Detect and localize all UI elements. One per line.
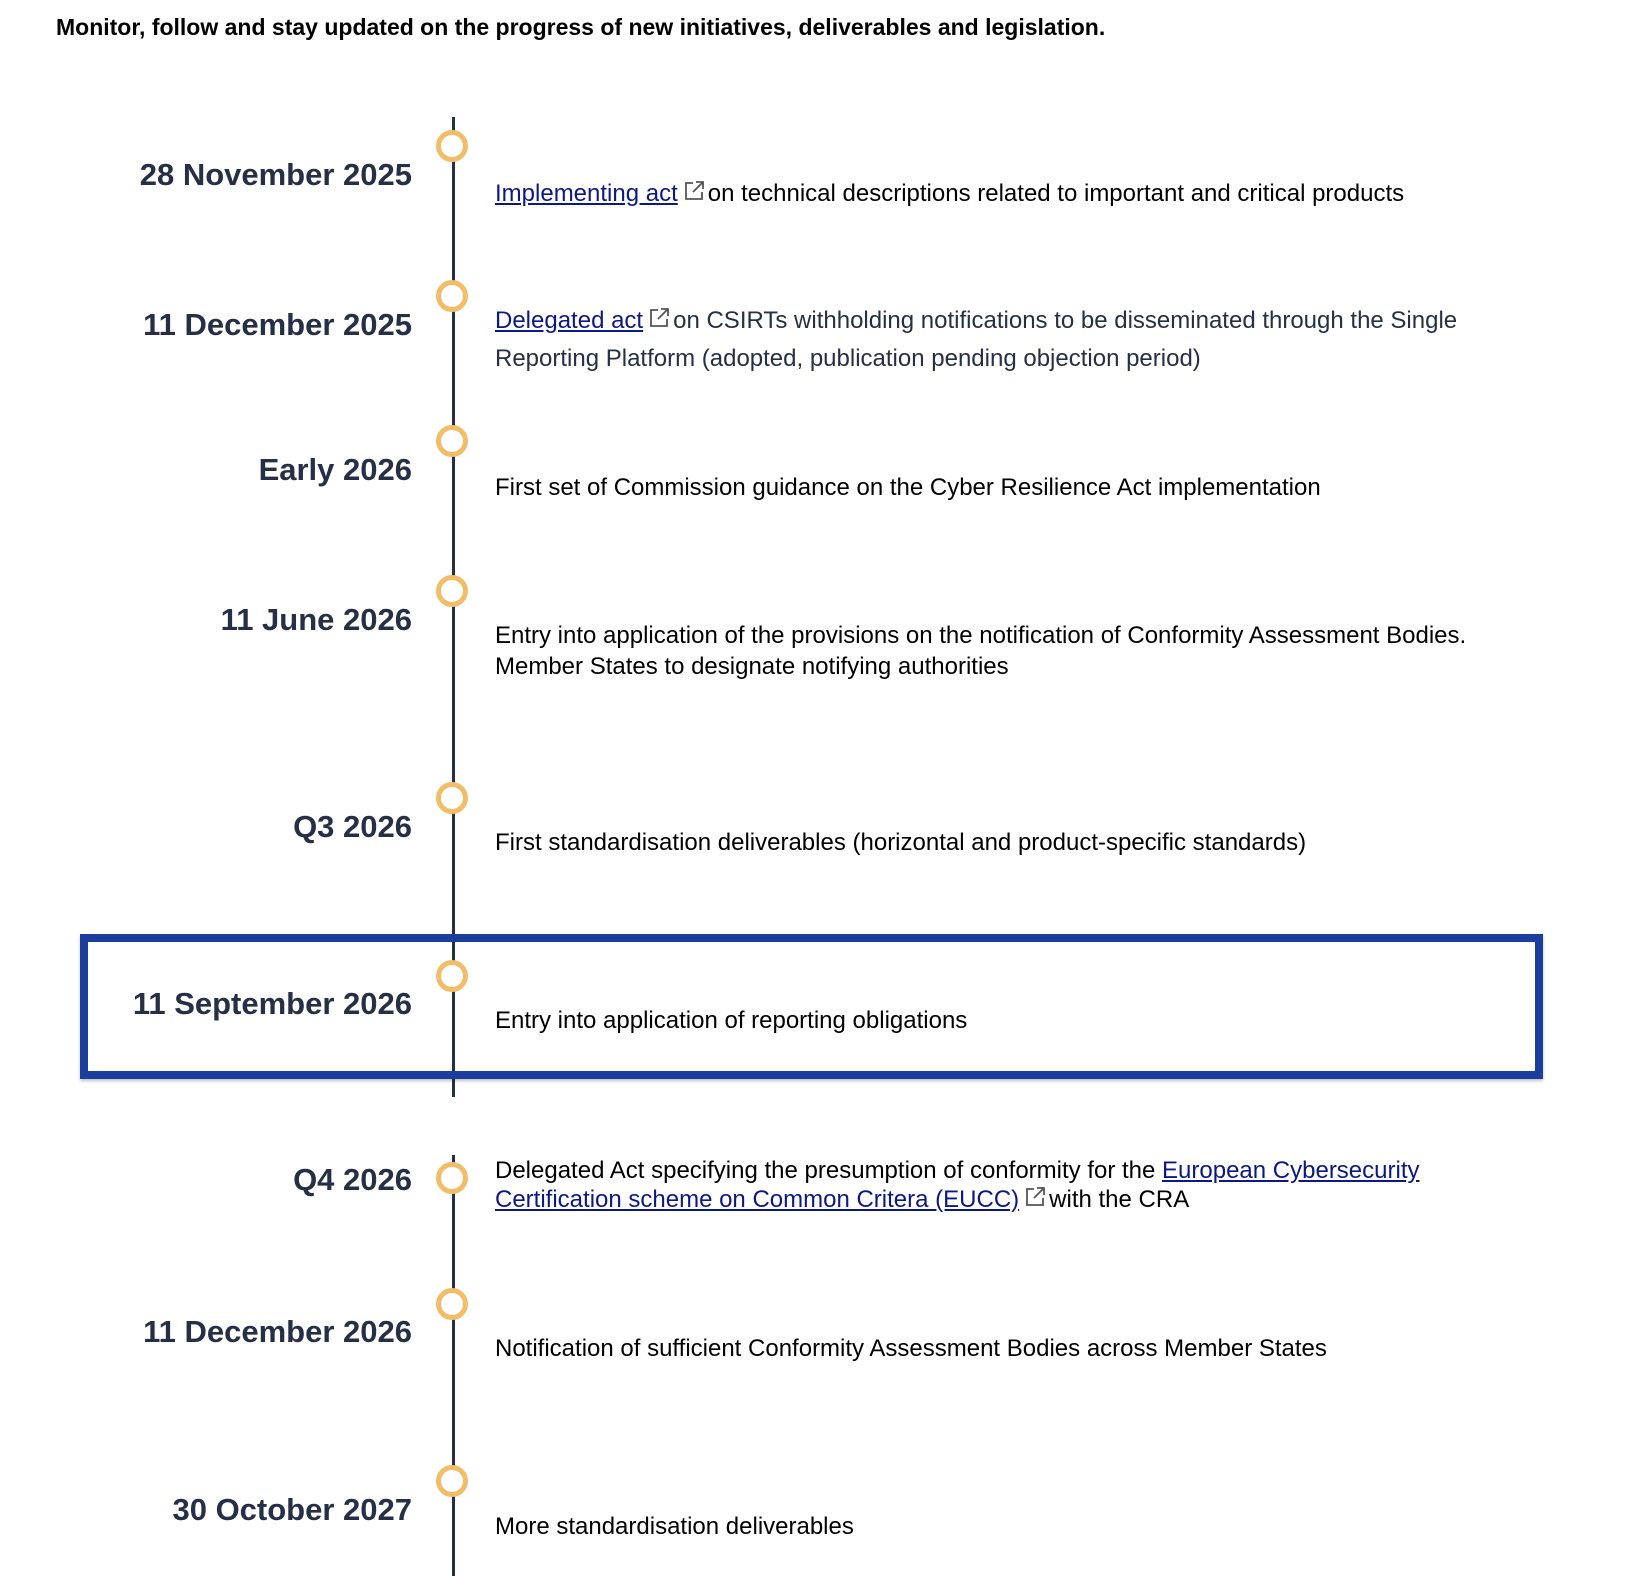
timeline-date: 11 December 2025 — [143, 307, 412, 342]
timeline-date: Q4 2026 — [293, 1162, 412, 1197]
timeline-description: First set of Commission guidance on the Cyber Resilience Act implementation — [495, 474, 1321, 501]
timeline-description — [495, 620, 1565, 682]
timeline-description-line: Entry into application of the provisions on the notification of Conformity Assessment Bodies. — [495, 622, 1467, 649]
timeline-date: 28 November 2025 — [139, 157, 412, 192]
timeline-description: More standardisation deliverables — [495, 1513, 854, 1540]
timeline-dot — [436, 1288, 468, 1320]
timeline-description-text: with the CRA — [1049, 1186, 1190, 1213]
delegated-act-link[interactable]: Delegated act — [495, 307, 644, 334]
eucc-link[interactable]: European Cybersecurity Certification scheme on Common Critera (EUCC) — [495, 1157, 1420, 1213]
timeline-description-text: on technical descriptions related to important and critical products — [707, 180, 1405, 207]
page-intro: Monitor, follow and stay updated on the progress of new initiatives, deliverables and legislation. — [56, 14, 1106, 40]
timeline-dot — [436, 782, 468, 814]
timeline-description-text: Delegated Act specifying the presumption of conformity for the — [495, 1157, 1156, 1184]
timeline-dot — [436, 1465, 468, 1497]
external-link-icon[interactable] — [683, 180, 705, 202]
external-link-icon[interactable] — [648, 307, 670, 329]
timeline-date: Q3 2026 — [293, 809, 412, 844]
implementing-act-link[interactable]: Implementing act — [495, 180, 678, 207]
external-link-icon[interactable] — [1024, 1186, 1046, 1208]
timeline-dot — [436, 130, 468, 162]
timeline-date: 11 December 2026 — [143, 1314, 412, 1349]
timeline-dot — [436, 280, 468, 312]
timeline-description — [495, 178, 1565, 209]
timeline-dot — [436, 575, 468, 607]
timeline-dot — [436, 1162, 468, 1194]
timeline-description-text: on CSIRTs withholding notifications to be disseminated through the Single Reporting Platform (adopted, publication pending objection period) — [495, 307, 1458, 372]
timeline-dot — [436, 960, 468, 992]
timeline-description — [495, 302, 1555, 378]
timeline-description — [495, 1156, 1515, 1214]
timeline-description: First standardisation deliverables (horizontal and product-specific standards) — [495, 829, 1307, 856]
timeline-description: Notification of sufficient Conformity Assessment Bodies across Member States — [495, 1335, 1327, 1362]
timeline-date: 11 June 2026 — [220, 602, 412, 637]
timeline-date: 11 September 2026 — [132, 986, 412, 1021]
timeline-dot — [436, 425, 468, 457]
timeline-description-line: Member States to designate notifying authorities — [495, 653, 1009, 680]
timeline-line-lower — [452, 1155, 455, 1576]
timeline-date: 30 October 2027 — [172, 1492, 412, 1527]
timeline-description: Entry into application of reporting obligations — [495, 1007, 968, 1034]
timeline-date: Early 2026 — [258, 452, 412, 487]
